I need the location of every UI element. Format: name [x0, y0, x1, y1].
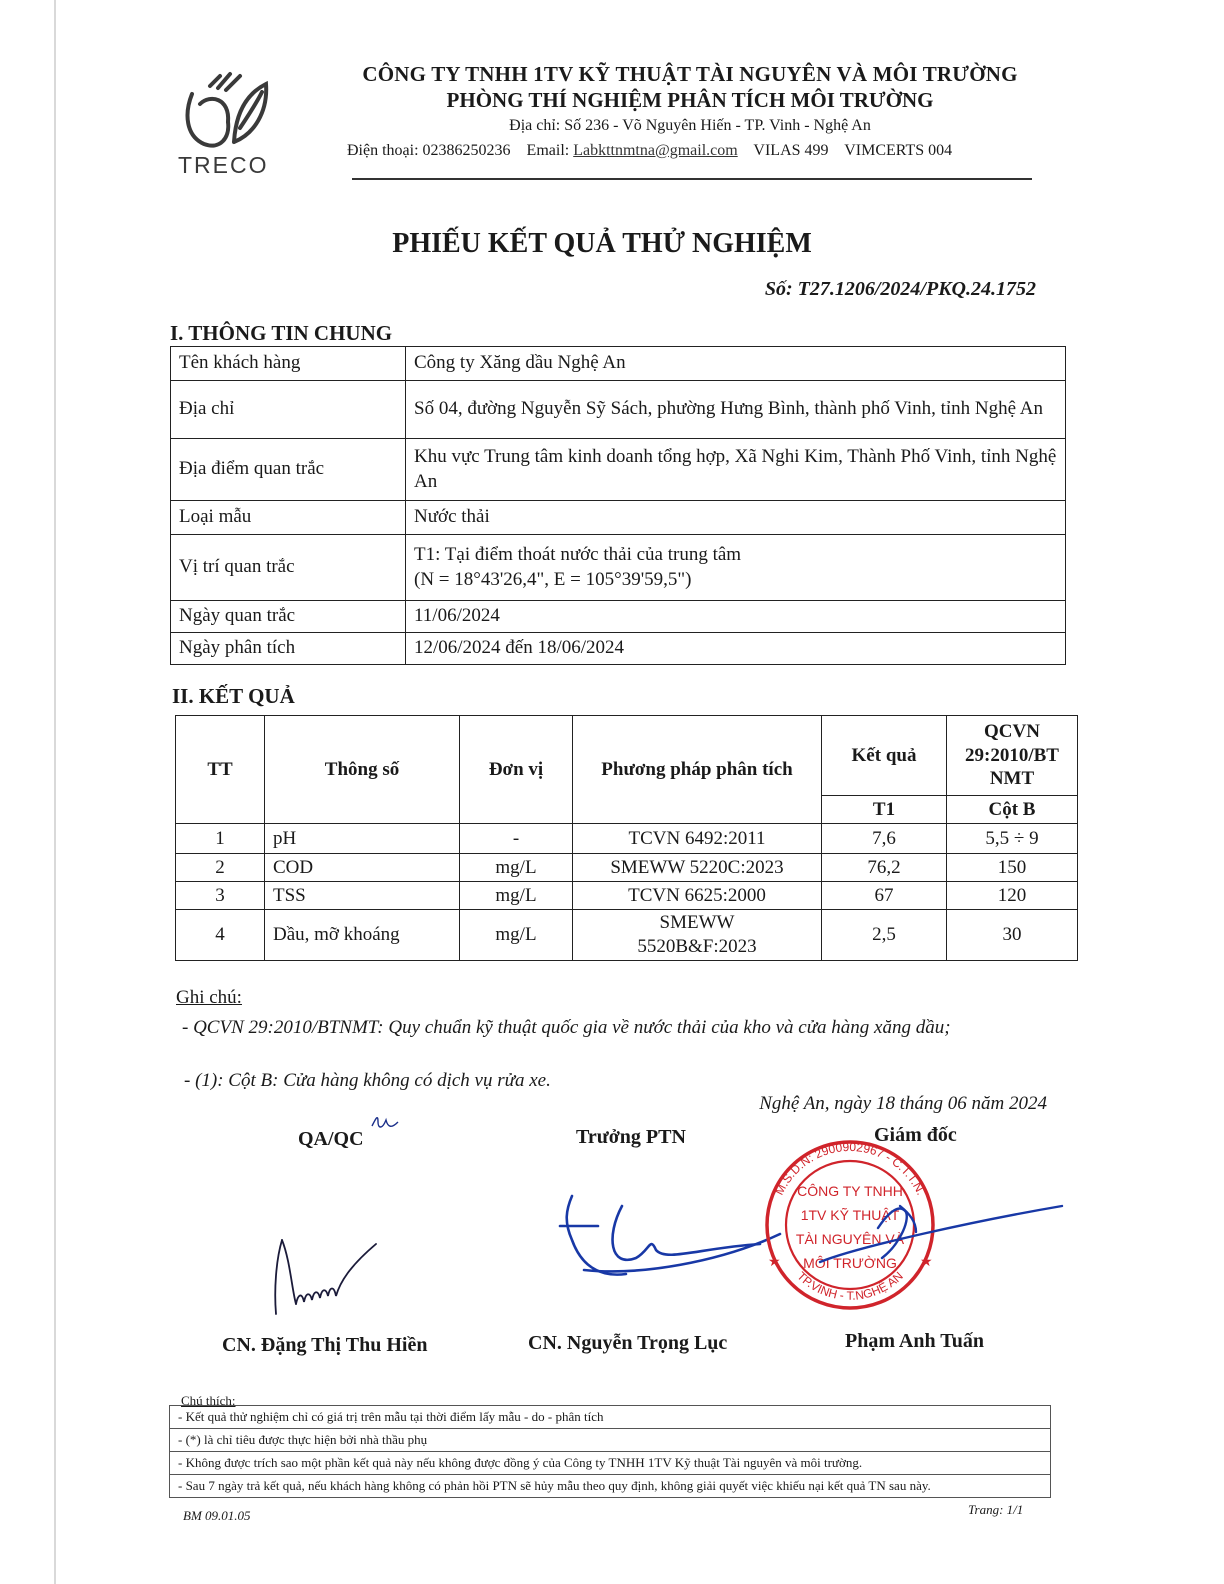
notes-heading: Ghi chú: [176, 987, 242, 1008]
row-method: SMEWW 5220C:2023 [573, 854, 822, 882]
footnote: - Không được trích sao một phần kết quả này nếu không được đồng ý của Công ty TNHH 1TV Kỹ thuật Tài nguyên và môi trường. [170, 1452, 1051, 1475]
footnotes-table [169, 1405, 1051, 1498]
header-divider [352, 178, 1032, 180]
form-code: BM 09.01.05 [183, 1508, 251, 1523]
row-method: TCVN 6625:2000 [573, 882, 822, 910]
initial-signature-icon [372, 1118, 398, 1127]
director-signature-icon [820, 1206, 1062, 1262]
standard-line3: NMT [989, 768, 1035, 790]
info-value: 11/06/2024 [406, 601, 1066, 633]
row-result: 76,2 [822, 854, 947, 882]
row-tt: 2 [176, 854, 265, 882]
row-limit: 5,5 ÷ 9 [947, 824, 1078, 854]
info-label: Loại mẫu [171, 501, 406, 535]
row-result: 7,6 [822, 824, 947, 854]
general-info-table [170, 346, 1066, 665]
info-label: Địa chỉ [171, 381, 406, 439]
info-row-site [171, 439, 1066, 501]
company-stamp-icon [767, 1140, 933, 1308]
table-row [176, 854, 1078, 882]
table-row [176, 824, 1078, 854]
table-row [176, 882, 1078, 910]
place-date: Nghệ An, ngày 18 tháng 06 năm 2024 [759, 1093, 1047, 1114]
vimcerts-code: VIMCERTS 004 [844, 142, 953, 159]
list-item [170, 1429, 1051, 1452]
info-value: 12/06/2024 đến 18/06/2024 [406, 633, 1066, 665]
stamp-star-right-icon: ★ [920, 1255, 933, 1270]
stamp-top-text: M.S.D.N: 2900902967 - C.T.T.N. [771, 1139, 929, 1198]
svg-text:TP.VINH - T.NGHỆ AN [794, 1269, 905, 1303]
row-result: 2,5 [822, 910, 947, 961]
info-value: Khu vực Trung tâm kinh doanh tổng hợp, Xã Nghi Kim, Thành Phố Vinh, tỉnh Nghệ An [406, 439, 1066, 501]
list-item [170, 1452, 1051, 1475]
info-label: Ngày quan trắc [171, 601, 406, 633]
row-tt: 3 [176, 882, 265, 910]
lab-address: Địa chỉ: Số 236 - Võ Nguyên Hiến - TP. Vinh - Nghệ An [509, 117, 871, 134]
footnote: - Sau 7 ngày trả kết quả, nếu khách hàng không có phản hồi PTN sẽ hủy mẫu theo quy định, không giải quyết việc khiếu nại kết quả TN sau này. [170, 1475, 1051, 1498]
standard-line1: QCVN [984, 720, 1040, 742]
info-value: Nước thải [406, 501, 1066, 535]
row-method: TCVN 6492:2011 [573, 824, 822, 854]
row-method-line2: 5520B&F:2023 [637, 935, 757, 957]
row-limit: 150 [947, 854, 1078, 882]
stamp-star-left-icon: ★ [768, 1255, 781, 1270]
signer-name-lab-head: CN. Nguyễn Trọng Lục [528, 1332, 728, 1354]
info-label: Ngày phân tích [171, 633, 406, 665]
signer-name-qaqc: CN. Đặng Thị Thu Hiền [222, 1334, 428, 1356]
row-param: pH [265, 824, 460, 854]
info-value: Công ty Xăng dầu Nghệ An [406, 347, 1066, 381]
location-desc: T1: Tại điểm thoát nước thải của trung tâm [414, 543, 742, 565]
phone: Điện thoại: 02386250236 [347, 142, 511, 159]
note-line-1: - QCVN 29:2010/BTNMT: Quy chuẩn kỹ thuật quốc gia về nước thải của kho và cửa hàng xăng dầu; [182, 1017, 951, 1038]
row-param: COD [265, 854, 460, 882]
lab-name: PHÒNG THÍ NGHIỆM PHÂN TÍCH MÔI TRƯỜNG [446, 88, 934, 112]
list-item [170, 1475, 1051, 1498]
svg-text:M.S.D.N: 2900902967 - C.T.T.N. [772, 1140, 928, 1197]
row-limit: 120 [947, 882, 1078, 910]
row-limit: 30 [947, 910, 1078, 961]
col-unit: Đơn vị [460, 716, 573, 824]
email-label: Email: [526, 142, 570, 159]
info-label: Địa điểm quan trắc [171, 439, 406, 501]
col-method: Phương pháp phân tích [573, 716, 822, 824]
role-director: Giám đốc [874, 1124, 957, 1146]
table-row [176, 910, 1078, 961]
row-result: 67 [822, 882, 947, 910]
info-value [406, 535, 1066, 601]
organization-name: CÔNG TY TNHH 1TV KỸ THUẬT TÀI NGUYÊN VÀ MÔI TRƯỜNG [362, 62, 1018, 86]
stamp-line-3: TÀI NGUYÊN VÀ [795, 1231, 905, 1247]
row-tt: 4 [176, 910, 265, 961]
section-results-heading: II. KẾT QUẢ [172, 684, 295, 708]
page-number: Trang: 1/1 [968, 1502, 1024, 1517]
info-row-location [171, 535, 1066, 601]
row-param: Dầu, mỡ khoáng [265, 910, 460, 961]
stamp-line-4: MÔI TRƯỜNG [803, 1255, 897, 1271]
info-row-analysis-date [171, 633, 1066, 665]
results-header-row [176, 716, 1078, 796]
row-unit: mg/L [460, 854, 573, 882]
signer-name-director: Phạm Anh Tuấn [845, 1330, 984, 1352]
stamp-line-2: 1TV KỸ THUẬT [800, 1207, 900, 1223]
info-label: Tên khách hàng [171, 347, 406, 381]
list-item [170, 1406, 1051, 1429]
info-row-sample-type [171, 501, 1066, 535]
results-table [175, 715, 1078, 961]
info-row-monitor-date [171, 601, 1066, 633]
vilas-code: VILAS 499 [753, 142, 829, 159]
col-result: Kết quả [822, 716, 947, 796]
row-method-line1: SMEWW [659, 912, 735, 933]
col-result-sample: T1 [822, 796, 947, 824]
location-coords: (N = 18°43'26,4", E = 105°39'59,5") [414, 568, 692, 590]
row-param: TSS [265, 882, 460, 910]
email-link[interactable]: Labkttnmtna@gmail.com [573, 142, 738, 159]
row-tt: 1 [176, 824, 265, 854]
document-number: Số: T27.1206/2024/PKQ.24.1752 [764, 278, 1036, 300]
info-label: Vị trí quan trắc [171, 535, 406, 601]
row-unit: - [460, 824, 573, 854]
role-lab-head: Trưởng PTN [576, 1126, 686, 1148]
role-qaqc: QA/QC [298, 1128, 364, 1150]
col-standard [947, 716, 1078, 796]
info-value: Số 04, đường Nguyễn Sỹ Sách, phường Hưng Bình, thành phố Vinh, tỉnh Nghệ An [406, 381, 1066, 439]
stamp-line-1: CÔNG TY TNHH [797, 1183, 903, 1199]
note-line-2: - (1): Cột B: Cửa hàng không có dịch vụ rửa xe. [184, 1070, 551, 1091]
document-title: PHIẾU KẾT QUẢ THỬ NGHIỆM [392, 228, 812, 259]
col-param: Thông số [265, 716, 460, 824]
row-unit: mg/L [460, 910, 573, 961]
contact-line [347, 142, 952, 160]
lab-head-signature-icon [560, 1196, 780, 1275]
qaqc-signature-icon [275, 1240, 376, 1314]
section-general-info-heading: I. THÔNG TIN CHUNG [170, 321, 393, 345]
logo-text: TRECO [178, 152, 269, 178]
col-standard-column: Cột B [947, 796, 1078, 824]
info-row-address [171, 381, 1066, 439]
standard-line2: 29:2010/BT [965, 744, 1059, 766]
footnotes-heading: Chú thích: [181, 1393, 236, 1408]
info-row-customer [171, 347, 1066, 381]
stamp-bottom-text: TP.VINH - T.NGHỆ AN [794, 1268, 906, 1303]
footnote: - Kết quả thử nghiệm chỉ có giá trị trên mẫu tại thời điểm lấy mẫu - do - phân tích [170, 1406, 1051, 1429]
row-method [573, 910, 822, 961]
row-unit: mg/L [460, 882, 573, 910]
footnote: - (*) là chỉ tiêu được thực hiện bởi nhà thầu phụ [170, 1429, 1051, 1452]
col-tt: TT [176, 716, 265, 824]
